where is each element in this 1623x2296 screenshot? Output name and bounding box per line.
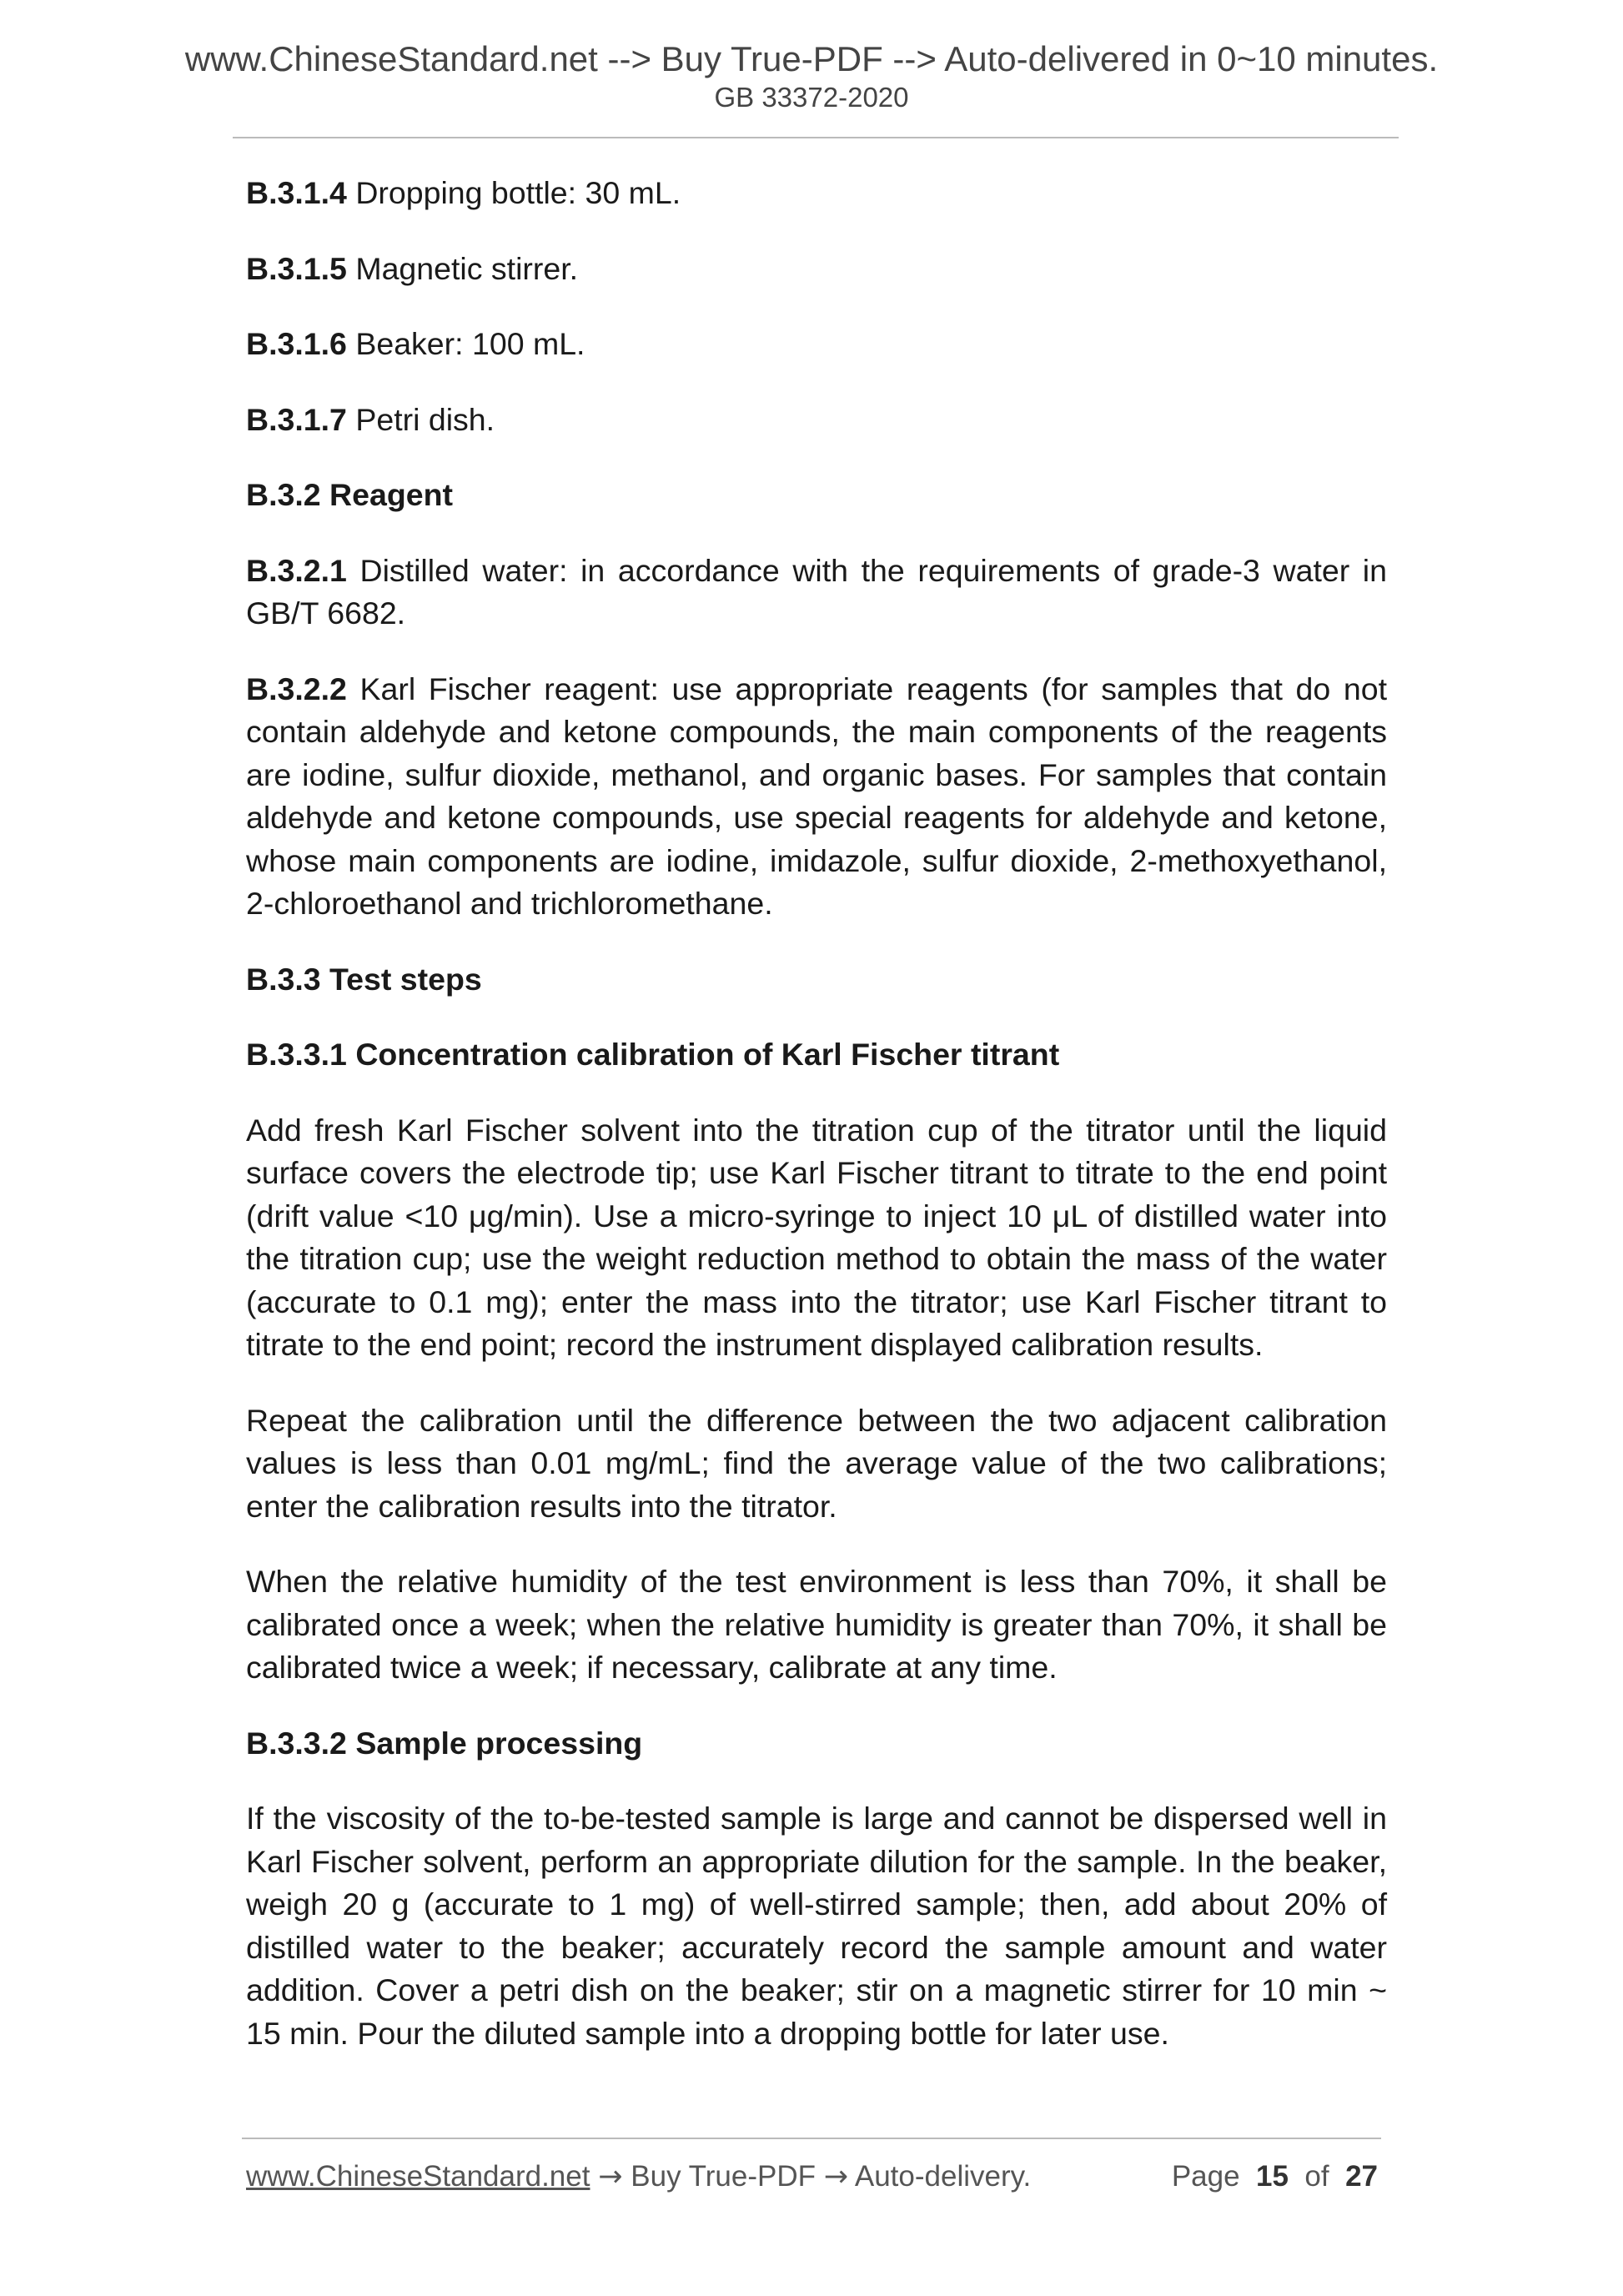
total-pages: 27 <box>1345 2160 1378 2193</box>
clause-b3-2-1 <box>246 550 1387 636</box>
clause-b3-2-2 <box>246 668 1387 926</box>
footer-delivery-text: Auto-delivery. <box>854 2160 1032 2193</box>
arrow-right-icon: → <box>823 2160 849 2193</box>
clause-text: Magnetic stirrer. <box>346 250 579 286</box>
clause-b3-1-4 <box>246 172 1387 215</box>
header-divider <box>233 137 1399 138</box>
clause-number: B.3.1.7 <box>246 401 347 437</box>
heading-concentration-calibration: B.3.3.1 Concentration calibration of Karl Fischer titrant <box>246 1037 1060 1072</box>
clause-text: Petri dish. <box>346 401 495 437</box>
clause-number: B.3.1.4 <box>246 175 347 210</box>
page-footer <box>246 2162 1378 2192</box>
document-body <box>246 172 1387 2088</box>
document-code: GB 33372-2020 <box>714 82 909 113</box>
clause-text: Dropping bottle: 30 mL. <box>346 175 681 210</box>
clause-number: B.3.2.1 <box>246 552 347 588</box>
clause-b3-1-5 <box>246 248 1387 291</box>
footer-divider <box>242 2138 1381 2139</box>
clause-b3-1-7 <box>246 399 1387 442</box>
clause-text: Distilled water: in accordance with the requirements of grade-3 water in GB/T 6682. <box>246 552 1387 631</box>
clause-number: B.3.2.2 <box>246 671 347 706</box>
paragraph-calibration-repeat: Repeat the calibration until the difference between the two adjacent calibration values is less than 0.01 mg/mL; find the average value of the two calibrations; enter the calibration results into the titrator. <box>246 1402 1387 1524</box>
clause-text: Beaker: 100 mL. <box>346 326 585 361</box>
heading-sample-processing: B.3.3.2 Sample processing <box>246 1725 643 1761</box>
clause-number: B.3.1.5 <box>246 250 347 286</box>
clause-number: B.3.1.6 <box>246 326 347 361</box>
footer-left <box>246 2162 1031 2192</box>
footer-buy-text: Buy True-PDF <box>631 2160 816 2193</box>
heading-reagent: B.3.2 Reagent <box>246 477 453 512</box>
clause-text: Karl Fischer reagent: use appropriate reagents (for samples that do not contain aldehyde and ketone compounds, the main components of the reagents are iodine, sulfur dioxide, methanol, and organic bases. For samples that contain aldehyde and ketone compounds, use special reagents for aldehyde and ketone, whose main components are iodine, imidazole, sulfur dioxide, 2-methoxyethanol, 2-chloroethanol and trichloromethane. <box>246 671 1387 921</box>
page-label: Page <box>1171 2160 1240 2193</box>
arrow-right-icon: → <box>598 2160 623 2193</box>
top-banner: www.ChineseStandard.net --> Buy True-PDF --> Auto-delivered in 0~10 minutes. <box>184 39 1439 78</box>
page-indicator <box>1172 2162 1378 2191</box>
current-page: 15 <box>1256 2160 1289 2193</box>
website-link[interactable]: www.ChineseStandard.net <box>246 2160 590 2193</box>
paragraph-calibration-procedure: Add fresh Karl Fischer solvent into the titration cup of the titrator until the liquid surface covers the electrode tip; use Karl Fischer titrant to titrate to the end point (drift value <10 μg/min). Use a micro-syringe to inject 10 μL of distilled water into the titration cup; use the weight reduction method to obtain the mass of the water (accurate to 0.1 mg); enter the mass into the titrator; use Karl Fischer titrant to titrate to the end point; record the instrument displayed calibration results. <box>246 1112 1387 1362</box>
clause-b3-1-6 <box>246 323 1387 366</box>
heading-test-steps: B.3.3 Test steps <box>246 961 482 997</box>
paragraph-calibration-frequency: When the relative humidity of the test environment is less than 70%, it shall be calibrated once a week; when the relative humidity is greater than 70%, it shall be calibrated twice a week; if necessary, calibrate at any time. <box>246 1564 1387 1685</box>
paragraph-sample-processing: If the viscosity of the to-be-tested sample is large and cannot be dispersed well in Karl Fischer solvent, perform an appropriate dilution for the sample. In the beaker, weigh 20 g (accurate to 1 mg) of well-stirred sample; then, add about 20% of distilled water to the beaker; accurately record the sample amount and water addition. Cover a petri dish on the beaker; stir on a magnetic stirrer for 10 min ~ 15 min. Pour the diluted sample into a dropping bottle for later use. <box>246 1801 1387 2051</box>
of-label: of <box>1304 2160 1329 2193</box>
